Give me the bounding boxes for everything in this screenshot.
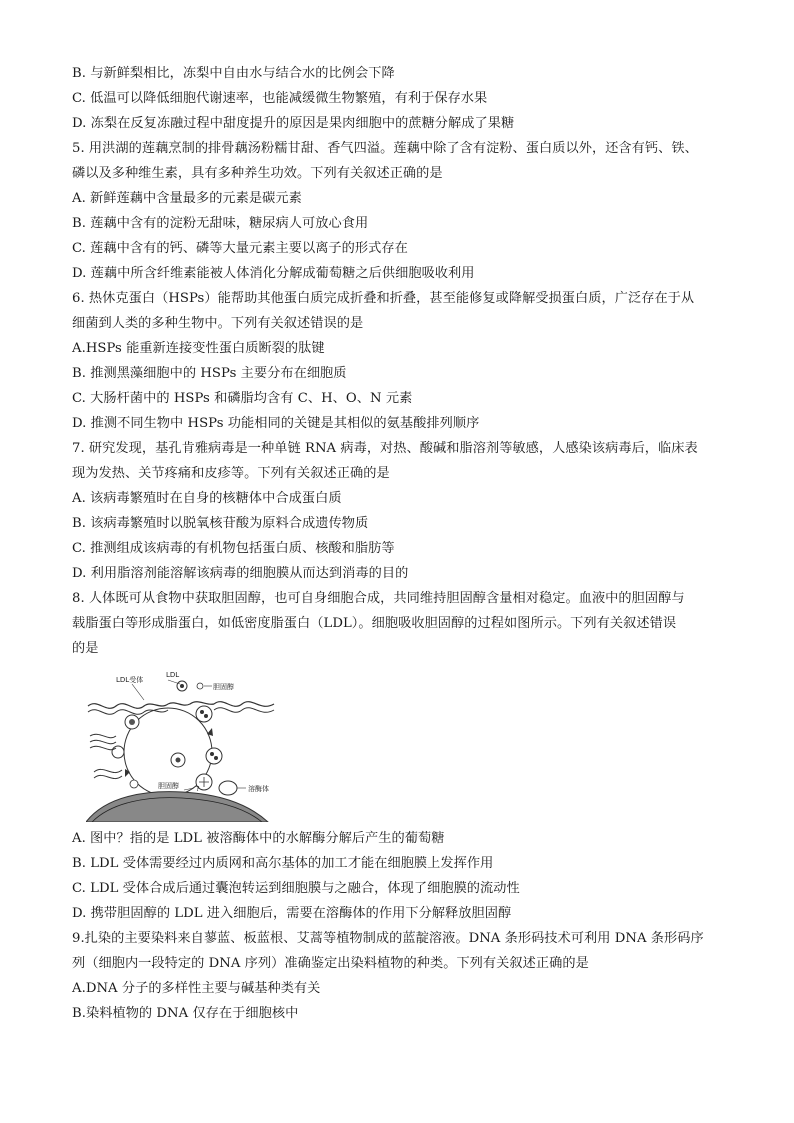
line-6b: B. 推测黑藻细胞中的 HSPs 主要分布在细胞质 — [72, 366, 347, 381]
line-6d: D. 推测不同生物中 HSPs 功能相同的关键是其相似的氨基酸排列顺序 — [72, 416, 480, 431]
label-lysosome: 溶酶体 — [248, 785, 269, 793]
line-q5-stem-1: 5. 用洪湖的莲藕烹制的排骨藕汤粉糯甘甜、香气四溢。莲藕中除了含有淀粉、蛋白质以外，还含有钙、铁、 — [72, 141, 698, 156]
line-6c: C. 大肠杆菌中的 HSPs 和磷脂均含有 C、H、O、N 元素 — [72, 391, 413, 406]
label-cholesterol-bottom: 胆固醇 — [158, 782, 179, 790]
line-q8-stem-3: 的是 — [72, 641, 99, 656]
line-4d: D. 冻梨在反复冻融过程中甜度提升的原因是果肉细胞中的蔗糖分解成了果糖 — [72, 116, 515, 131]
line-5d: D. 莲藕中所含纤维素能被人体消化分解成葡萄糖之后供细胞吸收利用 — [72, 266, 475, 281]
line-8d: D. 携带胆固醇的 LDL 进入细胞后，需要在溶酶体的作用下分解释放胆固醇 — [72, 906, 512, 921]
line-5c: C. 莲藕中含有的钙、磷等大量元素主要以离子的形式存在 — [72, 241, 408, 256]
line-q9-stem-1: 9.扎染的主要染料来自蓼蓝、板蓝根、艾蒿等植物制成的蓝靛溶液。DNA 条形码技术可利用 DNA 条形码序 — [72, 931, 704, 946]
line-7c: C. 推测组成该病毒的有机物包括蛋白质、核酸和脂肪等 — [72, 541, 395, 556]
ldl-uptake-figure — [86, 664, 276, 822]
line-q6-stem-2: 细菌到人类的多种生物中。下列有关叙述错误的是 — [72, 316, 364, 331]
line-q5-stem-2: 磷以及多种维生素，具有多种养生功效。下列有关叙述正确的是 — [72, 166, 443, 181]
line-9a: A.DNA 分子的多样性主要与碱基种类有关 — [72, 981, 321, 996]
label-ldl-receptor: LDL受体 — [116, 676, 144, 684]
line-4b: B. 与新鲜梨相比，冻梨中自由水与结合水的比例会下降 — [72, 66, 395, 81]
line-q7-stem-1: 7. 研究发现，基孔肯雅病毒是一种单链 RNA 病毒，对热、酸碱和脂溶剂等敏感，人感染该病毒后，临床表 — [72, 441, 698, 456]
line-7b: B. 该病毒繁殖时以脱氧核苷酸为原料合成遗传物质 — [72, 516, 369, 531]
line-8b: B. LDL 受体需要经过内质网和高尔基体的加工才能在细胞膜上发挥作用 — [72, 856, 494, 871]
line-6a: A.HSPs 能重新连接变性蛋白质断裂的肽键 — [72, 341, 325, 356]
line-q9-stem-2: 列（细胞内一段特定的 DNA 序列）准确鉴定出染料植物的种类。下列有关叙述正确的是 — [72, 956, 589, 971]
line-4c: C. 低温可以降低细胞代谢速率，也能减缓微生物繁殖，有利于保存水果 — [72, 91, 488, 106]
line-q8-stem-2: 载脂蛋白等形成脂蛋白，如低密度脂蛋白（LDL）。细胞吸收胆固醇的过程如图所示。下列有关叙述错误 — [72, 616, 677, 631]
line-8c: C. LDL 受体合成后通过囊泡转运到细胞膜与之融合，体现了细胞膜的流动性 — [72, 881, 520, 896]
line-q7-stem-2: 现为发热、关节疼痛和皮疹等。下列有关叙述正确的是 — [72, 466, 390, 481]
line-7d: D. 利用脂溶剂能溶解该病毒的细胞膜从而达到消毒的目的 — [72, 566, 409, 581]
label-ldl: LDL — [166, 671, 180, 679]
label-cholesterol-top: 胆固醇 — [213, 683, 234, 691]
line-9b: B.染料植物的 DNA 仅存在于细胞核中 — [72, 1006, 299, 1021]
line-q6-stem-1: 6. 热休克蛋白（HSPs）能帮助其他蛋白质完成折叠和折叠，甚至能修复或降解受损蛋白质，广泛存在于从 — [72, 291, 695, 306]
line-5b: B. 莲藕中含有的淀粉无甜味，糖尿病人可放心食用 — [72, 216, 369, 231]
line-5a: A. 新鲜莲藕中含量最多的元素是碳元素 — [72, 191, 302, 206]
line-q8-stem-1: 8. 人体既可从食物中获取胆固醇，也可自身细胞合成，共同维持胆固醇含量相对稳定。血液中的胆固醇与 — [72, 591, 685, 606]
line-8a: A. 图中？指的是 LDL 被溶酶体中的水解酶分解后产生的葡萄糖 — [72, 831, 445, 846]
label-question: ? — [196, 785, 200, 793]
line-7a: A. 该病毒繁殖时在自身的核糖体中合成蛋白质 — [72, 491, 342, 506]
